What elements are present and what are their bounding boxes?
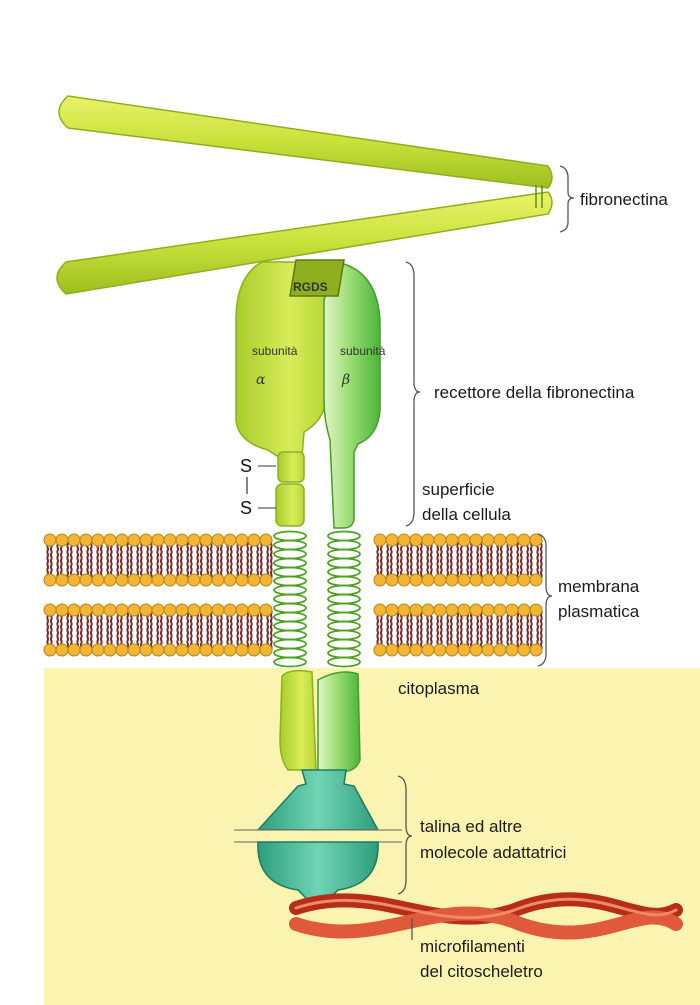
label-membrane-1: membrana [558,577,640,596]
lipid-head [470,644,482,656]
lipid-head [470,604,482,616]
lipid-head [446,574,458,586]
lipid-head [104,644,116,656]
lipid-head [260,644,272,656]
lipid-head [128,644,140,656]
label-cytoplasm: citoplasma [398,679,480,698]
lipid-head [386,644,398,656]
label-cell-surface-1: superficie [422,480,495,499]
lipid-head [176,604,188,616]
lipid-head [224,574,236,586]
lipid-head [140,574,152,586]
lipid-head [236,574,248,586]
lipid-head [236,534,248,546]
helix-turn [328,559,360,568]
lipid-head [494,574,506,586]
lipid-head [446,604,458,616]
lipid-head [410,574,422,586]
lipid-head [68,534,80,546]
helix-turn [328,640,360,649]
lipid-head [212,574,224,586]
lipid-head [506,644,518,656]
helix-turn [274,559,306,568]
lipid-head [140,534,152,546]
label-microfilament-1: microfilamenti [420,937,525,956]
lipid-head [44,604,56,616]
lipid-head [164,604,176,616]
helix-turn [328,658,360,667]
talin-separator [234,830,402,842]
lipid-head [188,534,200,546]
helix-turn [274,586,306,595]
helix-turn [274,595,306,604]
label-talin-2: molecole adattatrici [420,843,567,862]
lipid-head [470,534,482,546]
lipid-head [458,534,470,546]
lipid-head [68,644,80,656]
lipid-head [530,534,542,546]
lipid-head [140,644,152,656]
lipid-head [434,574,446,586]
lipid-head [104,574,116,586]
helix-turn [274,541,306,550]
lipid-head [482,604,494,616]
lipid-head [482,644,494,656]
lipid-head [80,574,92,586]
lipid-head [410,644,422,656]
lipid-head [200,604,212,616]
lipid-head [116,574,128,586]
lipid-head [212,534,224,546]
lipid-head [530,644,542,656]
label-membrane-2: plasmatica [558,602,640,621]
label-fibronectin: fibronectina [580,190,668,209]
lipid-head [518,534,530,546]
helix-turn [274,577,306,586]
helix-turn [274,568,306,577]
helix-turn [328,631,360,640]
lipid-head [164,574,176,586]
lipid-head [164,534,176,546]
lipid-head [176,644,188,656]
lipid-head [188,574,200,586]
lipid-head [422,604,434,616]
helix-turn [328,649,360,658]
lipid-head [128,534,140,546]
lipid-head [374,534,386,546]
helix-turn [328,586,360,595]
lipid-head [518,644,530,656]
lipid-head [398,644,410,656]
lipid-head [56,604,68,616]
lipid-head [92,604,104,616]
helix-turn [328,622,360,631]
lipid-head [200,644,212,656]
lipid-head [248,574,260,586]
lipid-head [260,604,272,616]
lipid-head [434,534,446,546]
lipid-head [224,604,236,616]
lipid-head [44,644,56,656]
lipid-head [410,604,422,616]
helix-turn [274,550,306,559]
alpha-transmembrane-helix [274,532,306,667]
helix-turn [328,541,360,550]
lipid-head [248,644,260,656]
lipid-head [68,604,80,616]
lipid-head [164,644,176,656]
lipid-head [80,604,92,616]
lipid-head [224,534,236,546]
lipid-head [446,644,458,656]
lipid-head [152,574,164,586]
lipid-head [494,644,506,656]
lipid-head [212,604,224,616]
lipid-head [434,604,446,616]
lipid-head [152,644,164,656]
lipid-head [458,644,470,656]
label-talin-1: talina ed altre [420,817,523,836]
lipid-head [104,534,116,546]
lipid-head [374,574,386,586]
helix-turn [274,532,306,541]
lipid-head [128,604,140,616]
lipid-head [80,644,92,656]
lipid-head [518,574,530,586]
lipid-head [482,534,494,546]
alpha-stalk-lower [276,484,304,526]
lipid-head [374,604,386,616]
lipid-head [236,644,248,656]
lipid-head [410,534,422,546]
helix-turn [328,613,360,622]
lipid-head [68,574,80,586]
lipid-head [236,604,248,616]
lipid-head [398,534,410,546]
lipid-head [56,574,68,586]
beta-symbol: β [342,372,351,388]
lipid-head [374,644,386,656]
lipid-head [530,574,542,586]
alpha-symbol: α [256,372,266,388]
lipid-head [386,604,398,616]
lipid-head [446,534,458,546]
lipid-head [128,574,140,586]
beta-subunit-label: subunità [340,344,386,358]
lipid-head [458,574,470,586]
lipid-head [224,644,236,656]
fibronectin-upper-arm [59,96,552,188]
lipid-head [152,604,164,616]
disulfide-s-top: S [240,456,253,476]
helix-turn [274,649,306,658]
lipid-head [176,534,188,546]
lipid-head [248,534,260,546]
alpha-cytoplasmic-domain [280,671,316,770]
lipid-head [80,534,92,546]
helix-turn [328,532,360,541]
helix-turn [274,631,306,640]
helix-turn [328,577,360,586]
label-receptor: recettore della fibronectina [434,383,635,402]
lipid-head [530,604,542,616]
lipid-head [92,644,104,656]
lipid-head [506,574,518,586]
lipid-head [44,574,56,586]
lipid-head [176,574,188,586]
bracket-receptor [406,262,420,526]
lipid-head [398,604,410,616]
lipid-head [494,604,506,616]
lipid-head [458,604,470,616]
alpha-subunit-label: subunità [252,344,298,358]
lipid-head [422,534,434,546]
helix-turn [328,550,360,559]
helix-turn [328,595,360,604]
bracket-fibronectin [560,166,574,232]
helix-turn [274,622,306,631]
lipid-head [422,574,434,586]
lipid-head [482,574,494,586]
lipid-head [260,534,272,546]
lipid-head [92,534,104,546]
lipid-head [92,574,104,586]
beta-cytoplasmic-domain [318,672,360,772]
lipid-head [104,604,116,616]
membrane-right [374,534,544,656]
lipid-head [200,574,212,586]
lipid-head [200,534,212,546]
lipid-head [56,534,68,546]
lipid-head [188,644,200,656]
beta-transmembrane-helix [328,532,360,667]
lipid-head [248,604,260,616]
helix-turn [274,613,306,622]
lipid-head [44,534,56,546]
membrane-left [44,534,274,656]
label-microfilament-2: del citoscheletro [420,962,543,981]
helix-turn [328,568,360,577]
lipid-head [152,534,164,546]
lipid-head [386,534,398,546]
helix-turn [274,658,306,667]
beta-subunit [324,262,380,528]
lipid-head [116,534,128,546]
lipid-head [56,644,68,656]
label-cell-surface-2: della cellula [422,505,511,524]
alpha-stalk-upper [278,452,304,482]
lipid-head [470,574,482,586]
helix-turn [274,604,306,613]
lipid-head [434,644,446,656]
lipid-head [494,534,506,546]
lipid-head [116,604,128,616]
helix-turn [328,604,360,613]
lipid-head [518,604,530,616]
lipid-head [506,534,518,546]
rgds-label: RGDS [293,280,328,294]
lipid-head [386,574,398,586]
lipid-head [422,644,434,656]
lipid-head [116,644,128,656]
lipid-head [506,604,518,616]
lipid-head [398,574,410,586]
lipid-head [188,604,200,616]
lipid-head [140,604,152,616]
helix-turn [274,640,306,649]
disulfide-s-bottom: S [240,498,253,518]
lipid-head [260,574,272,586]
lipid-head [212,644,224,656]
